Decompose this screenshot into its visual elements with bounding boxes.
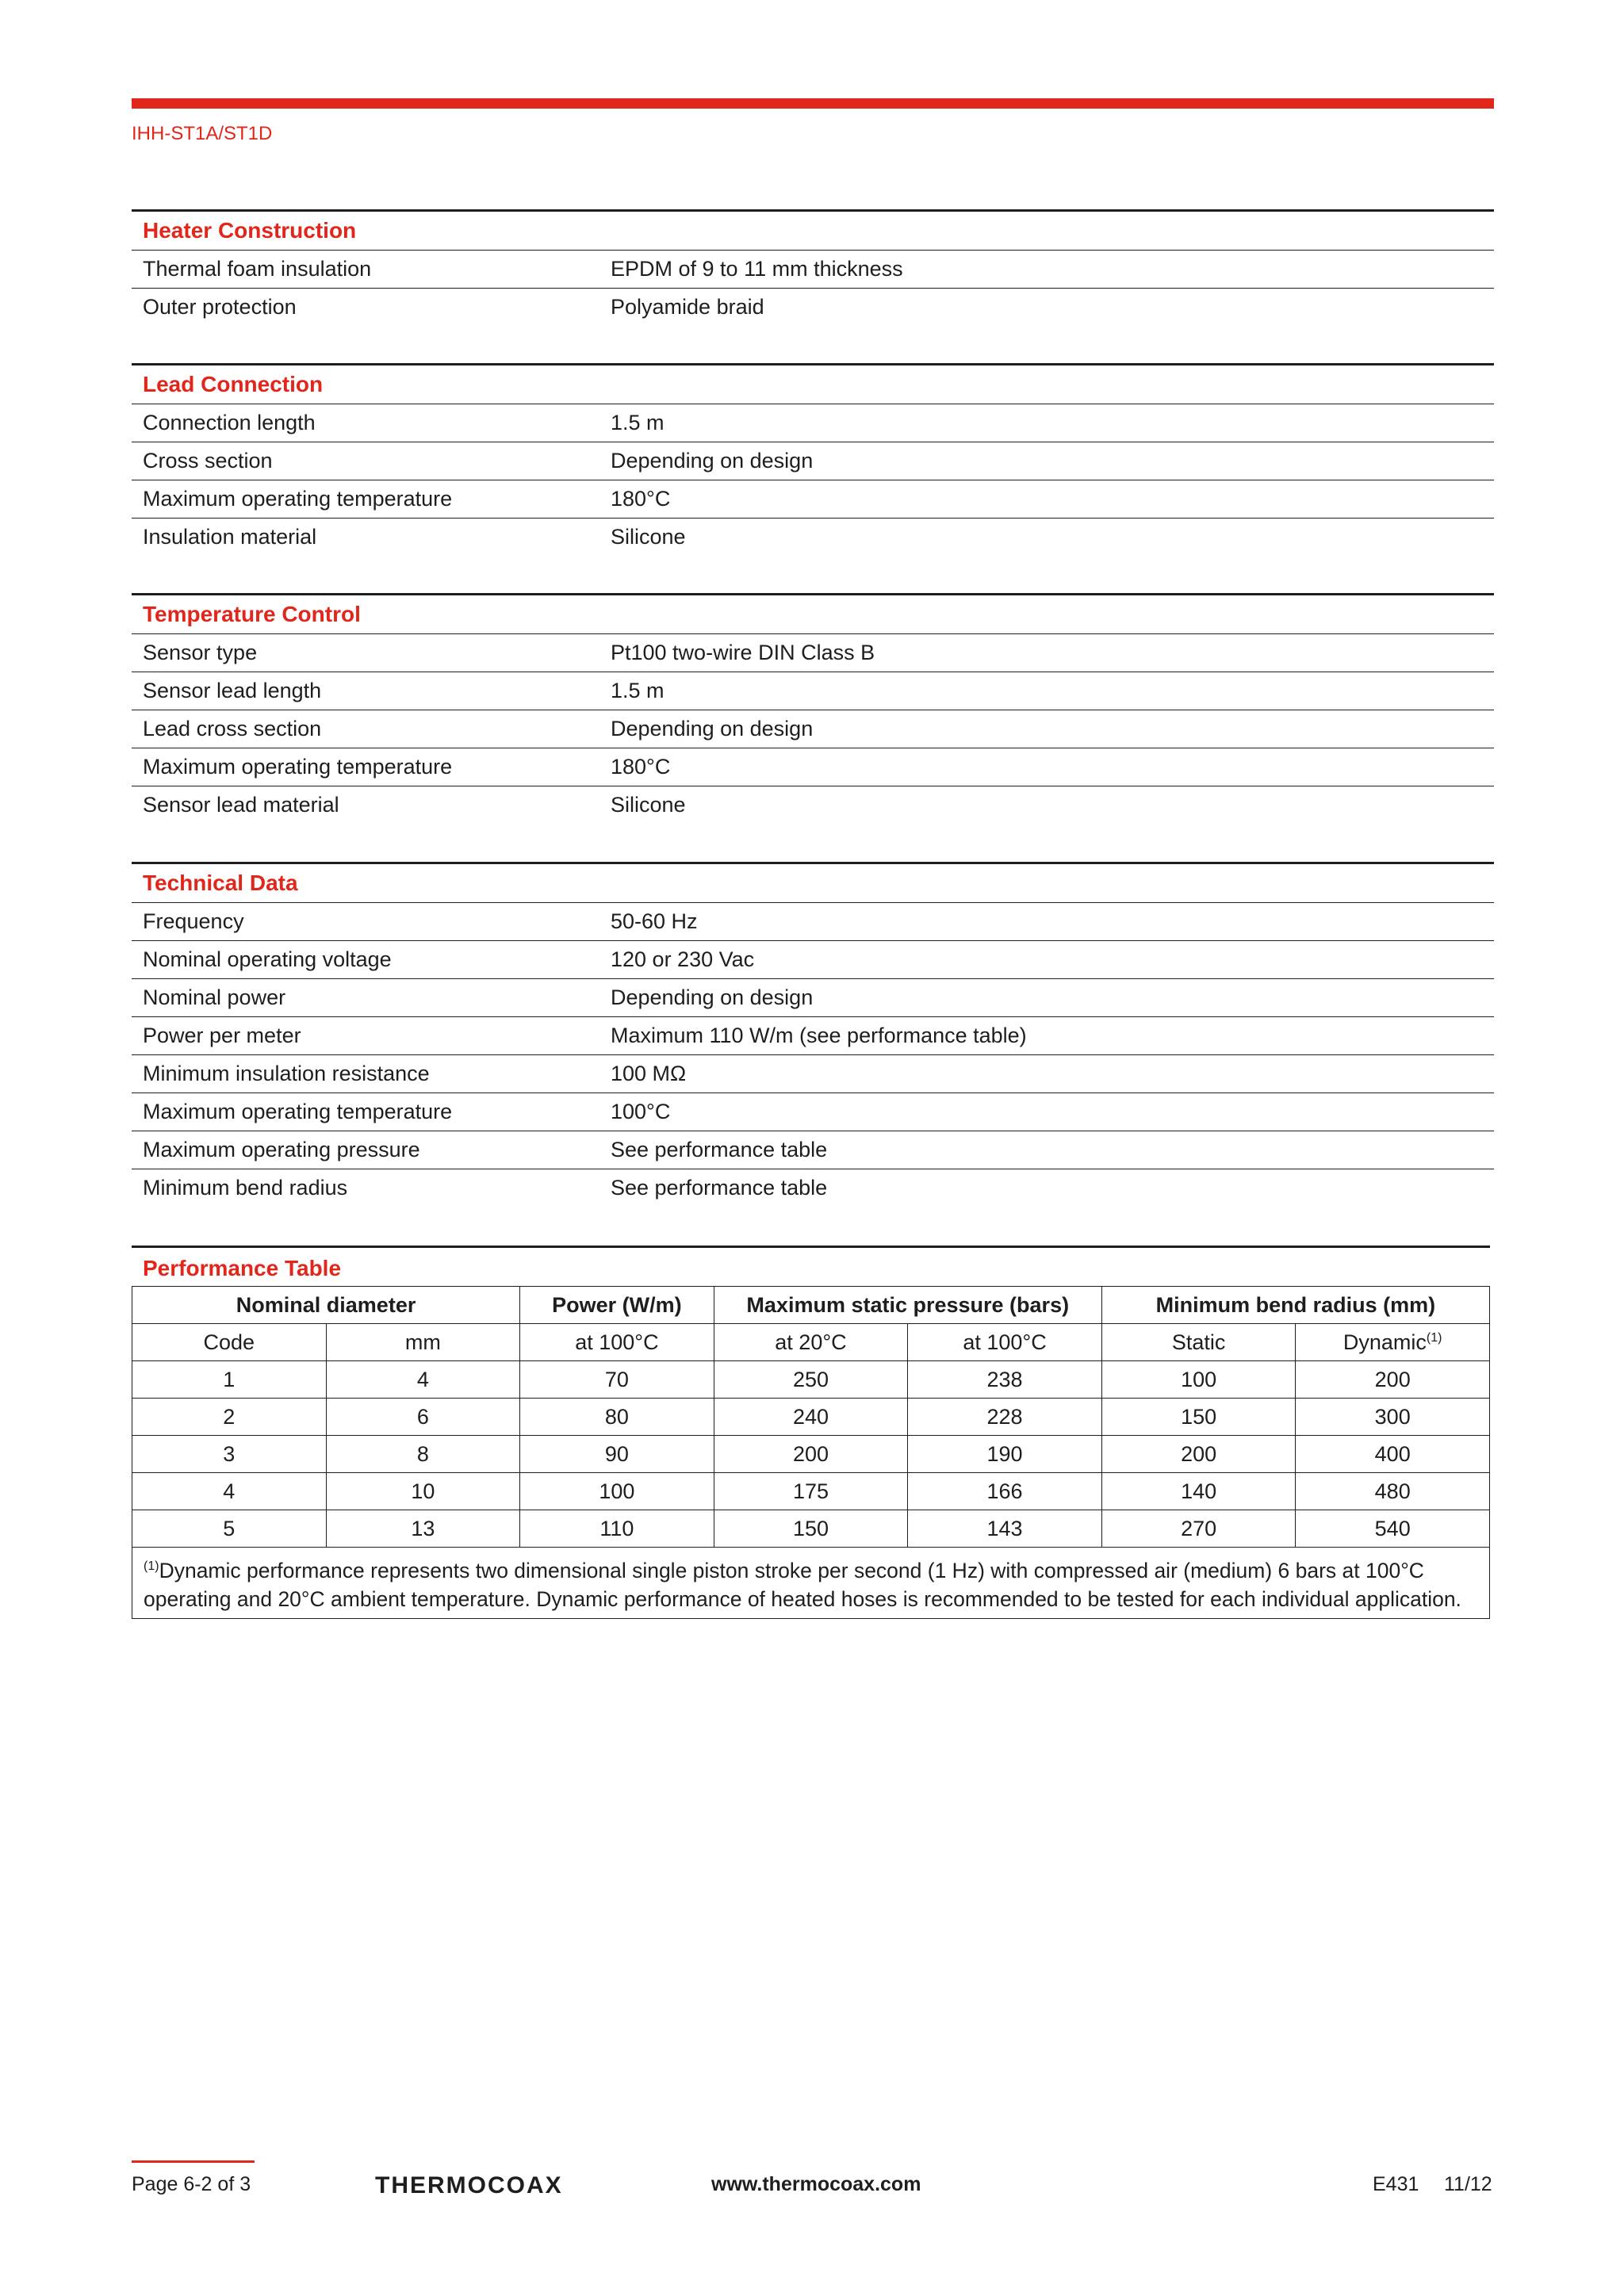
table-cell: 3 <box>132 1436 327 1473</box>
table-cell: 140 <box>1101 1473 1296 1510</box>
footnote-marker: (1) <box>1426 1330 1442 1345</box>
spec-row <box>132 442 1494 480</box>
spec-label: Outer protection <box>143 295 297 319</box>
spec-value: 1.5 m <box>599 672 1494 710</box>
spec-value: 100 MΩ <box>599 1055 1494 1093</box>
spec-value: 1.5 m <box>599 404 1494 442</box>
spec-value: Silicone <box>611 525 686 549</box>
page-number: Page 6-2 of 3 <box>132 2173 251 2195</box>
col-header-dynamic <box>1296 1324 1490 1361</box>
spec-row <box>132 1093 1494 1131</box>
spec-label: Maximum operating pressure <box>132 1131 599 1169</box>
section-technical-data <box>132 862 1494 1207</box>
spec-label: Power per meter <box>132 1017 599 1055</box>
brand-logo-text: THERMOCOAX <box>375 2172 563 2198</box>
table-cell: 100 <box>520 1473 714 1510</box>
section-lead-connection <box>132 363 1494 556</box>
spec-label: Minimum bend radius <box>143 1176 348 1200</box>
spec-row <box>132 710 1494 748</box>
header-accent-bar <box>132 98 1494 109</box>
table-cell: 300 <box>1296 1399 1490 1436</box>
website-link[interactable]: www.thermocoax.com <box>711 2173 921 2195</box>
table-group-header-row <box>132 1287 1490 1324</box>
footer-accent-rule <box>132 2160 255 2163</box>
spec-value: Pt100 two-wire DIN Class B <box>599 634 1494 672</box>
dynamic-label: Dynamic <box>1342 1330 1427 1354</box>
spec-label: Connection length <box>132 404 599 442</box>
spec-row <box>132 903 1494 941</box>
section-title: Technical Data <box>132 863 1494 903</box>
spec-label: Thermal foam insulation <box>132 251 599 289</box>
col-header-mm: mm <box>326 1324 520 1361</box>
document-code: IHH-ST1A/ST1D <box>132 123 273 144</box>
table-row <box>132 1510 1490 1548</box>
section-title: Lead Connection <box>132 365 1494 404</box>
spec-label: Maximum operating temperature <box>132 1093 599 1131</box>
spec-value: Polyamide braid <box>611 295 764 319</box>
document-reference: E431 <box>1373 2173 1419 2195</box>
spec-row <box>132 634 1494 672</box>
spec-row <box>132 404 1494 442</box>
section-title: Temperature Control <box>132 595 1494 634</box>
spec-row <box>132 1131 1494 1169</box>
spec-label: Nominal power <box>132 979 599 1017</box>
table-cell: 190 <box>908 1436 1102 1473</box>
spec-row <box>132 1169 1494 1207</box>
spec-label: Cross section <box>132 442 599 480</box>
table-cell: 100 <box>1101 1361 1296 1399</box>
spec-label: Minimum insulation resistance <box>132 1055 599 1093</box>
spec-row <box>132 480 1494 519</box>
spec-row <box>132 941 1494 979</box>
table-cell: 1 <box>132 1361 327 1399</box>
spec-label: Maximum operating temperature <box>132 480 599 519</box>
spec-value: 180°C <box>599 748 1494 786</box>
col-group-nominal-diameter: Nominal diameter <box>132 1287 520 1324</box>
table-footnote-row <box>132 1548 1490 1619</box>
table-row <box>132 1473 1490 1510</box>
performance-table-title: Performance Table <box>132 1246 1490 1284</box>
spec-label: Sensor type <box>132 634 599 672</box>
col-group-power: Power (W/m) <box>520 1287 714 1324</box>
table-cell: 2 <box>132 1399 327 1436</box>
section-title: Heater Construction <box>132 211 1494 251</box>
spec-value: Depending on design <box>599 979 1494 1017</box>
performance-table <box>132 1286 1490 1619</box>
spec-value: 120 or 230 Vac <box>599 941 1494 979</box>
spec-value: Maximum 110 W/m (see performance table) <box>599 1017 1494 1055</box>
table-cell: 200 <box>714 1436 908 1473</box>
table-cell: 80 <box>520 1399 714 1436</box>
spec-value: 180°C <box>599 480 1494 519</box>
spec-label: Sensor lead length <box>132 672 599 710</box>
section-temperature-control <box>132 593 1494 824</box>
spec-label: Lead cross section <box>132 710 599 748</box>
spec-label: Frequency <box>132 903 599 941</box>
col-header-code: Code <box>132 1324 327 1361</box>
table-cell: 13 <box>326 1510 520 1548</box>
col-header-pressure-20c: at 20°C <box>714 1324 908 1361</box>
col-group-bend-radius: Minimum bend radius (mm) <box>1101 1287 1489 1324</box>
spec-label: Sensor lead material <box>143 793 339 817</box>
spec-row <box>132 786 1494 825</box>
table-cell: 4 <box>326 1361 520 1399</box>
spec-row <box>132 748 1494 786</box>
spec-row <box>132 1055 1494 1093</box>
table-cell: 240 <box>714 1399 908 1436</box>
table-row <box>132 1436 1490 1473</box>
spec-value: See performance table <box>611 1176 828 1200</box>
table-cell: 480 <box>1296 1473 1490 1510</box>
table-cell: 10 <box>326 1473 520 1510</box>
table-row <box>132 1399 1490 1436</box>
spec-row <box>132 519 1494 557</box>
table-cell: 250 <box>714 1361 908 1399</box>
spec-value: See performance table <box>599 1131 1494 1169</box>
col-group-static-pressure: Maximum static pressure (bars) <box>714 1287 1101 1324</box>
spec-value: Silicone <box>611 793 686 817</box>
spec-value: 100°C <box>599 1093 1494 1131</box>
table-footnote <box>132 1548 1490 1619</box>
table-cell: 200 <box>1296 1361 1490 1399</box>
footnote-text: Dynamic performance represents two dimensional single piston stroke per second (1 Hz) with compressed air (medium) 6 bars at 100°C operating and 20°C ambient temperature. Dynamic performance of heated hoses is recommended to be tested for each individual application. <box>144 1558 1461 1611</box>
spec-row <box>132 979 1494 1017</box>
spec-value: Depending on design <box>599 710 1494 748</box>
spec-row <box>132 251 1494 289</box>
table-cell: 270 <box>1101 1510 1296 1548</box>
table-cell: 238 <box>908 1361 1102 1399</box>
table-cell: 175 <box>714 1473 908 1510</box>
table-cell: 4 <box>132 1473 327 1510</box>
table-cell: 228 <box>908 1399 1102 1436</box>
table-cell: 150 <box>1101 1399 1296 1436</box>
footnote-marker: (1) <box>144 1559 159 1573</box>
spec-label: Maximum operating temperature <box>132 748 599 786</box>
table-cell: 200 <box>1101 1436 1296 1473</box>
spec-label: Nominal operating voltage <box>132 941 599 979</box>
table-cell: 400 <box>1296 1436 1490 1473</box>
table-row <box>132 1361 1490 1399</box>
table-cell: 150 <box>714 1510 908 1548</box>
table-cell: 8 <box>326 1436 520 1473</box>
col-header-static: Static <box>1101 1324 1296 1361</box>
table-sub-header-row <box>132 1324 1490 1361</box>
table-cell: 70 <box>520 1361 714 1399</box>
table-cell: 540 <box>1296 1510 1490 1548</box>
spec-row <box>132 289 1494 327</box>
table-cell: 143 <box>908 1510 1102 1548</box>
spec-label: Insulation material <box>143 525 317 549</box>
col-header-power-100c: at 100°C <box>520 1324 714 1361</box>
spec-row <box>132 1017 1494 1055</box>
spec-value: Depending on design <box>599 442 1494 480</box>
table-cell: 90 <box>520 1436 714 1473</box>
table-cell: 6 <box>326 1399 520 1436</box>
spec-value: 50-60 Hz <box>599 903 1494 941</box>
document-date: 11/12 <box>1444 2173 1492 2195</box>
table-cell: 166 <box>908 1473 1102 1510</box>
spec-value: EPDM of 9 to 11 mm thickness <box>599 251 1494 289</box>
section-heater-construction <box>132 209 1494 326</box>
spec-row <box>132 672 1494 710</box>
table-cell: 5 <box>132 1510 327 1548</box>
table-cell: 110 <box>520 1510 714 1548</box>
col-header-pressure-100c: at 100°C <box>908 1324 1102 1361</box>
